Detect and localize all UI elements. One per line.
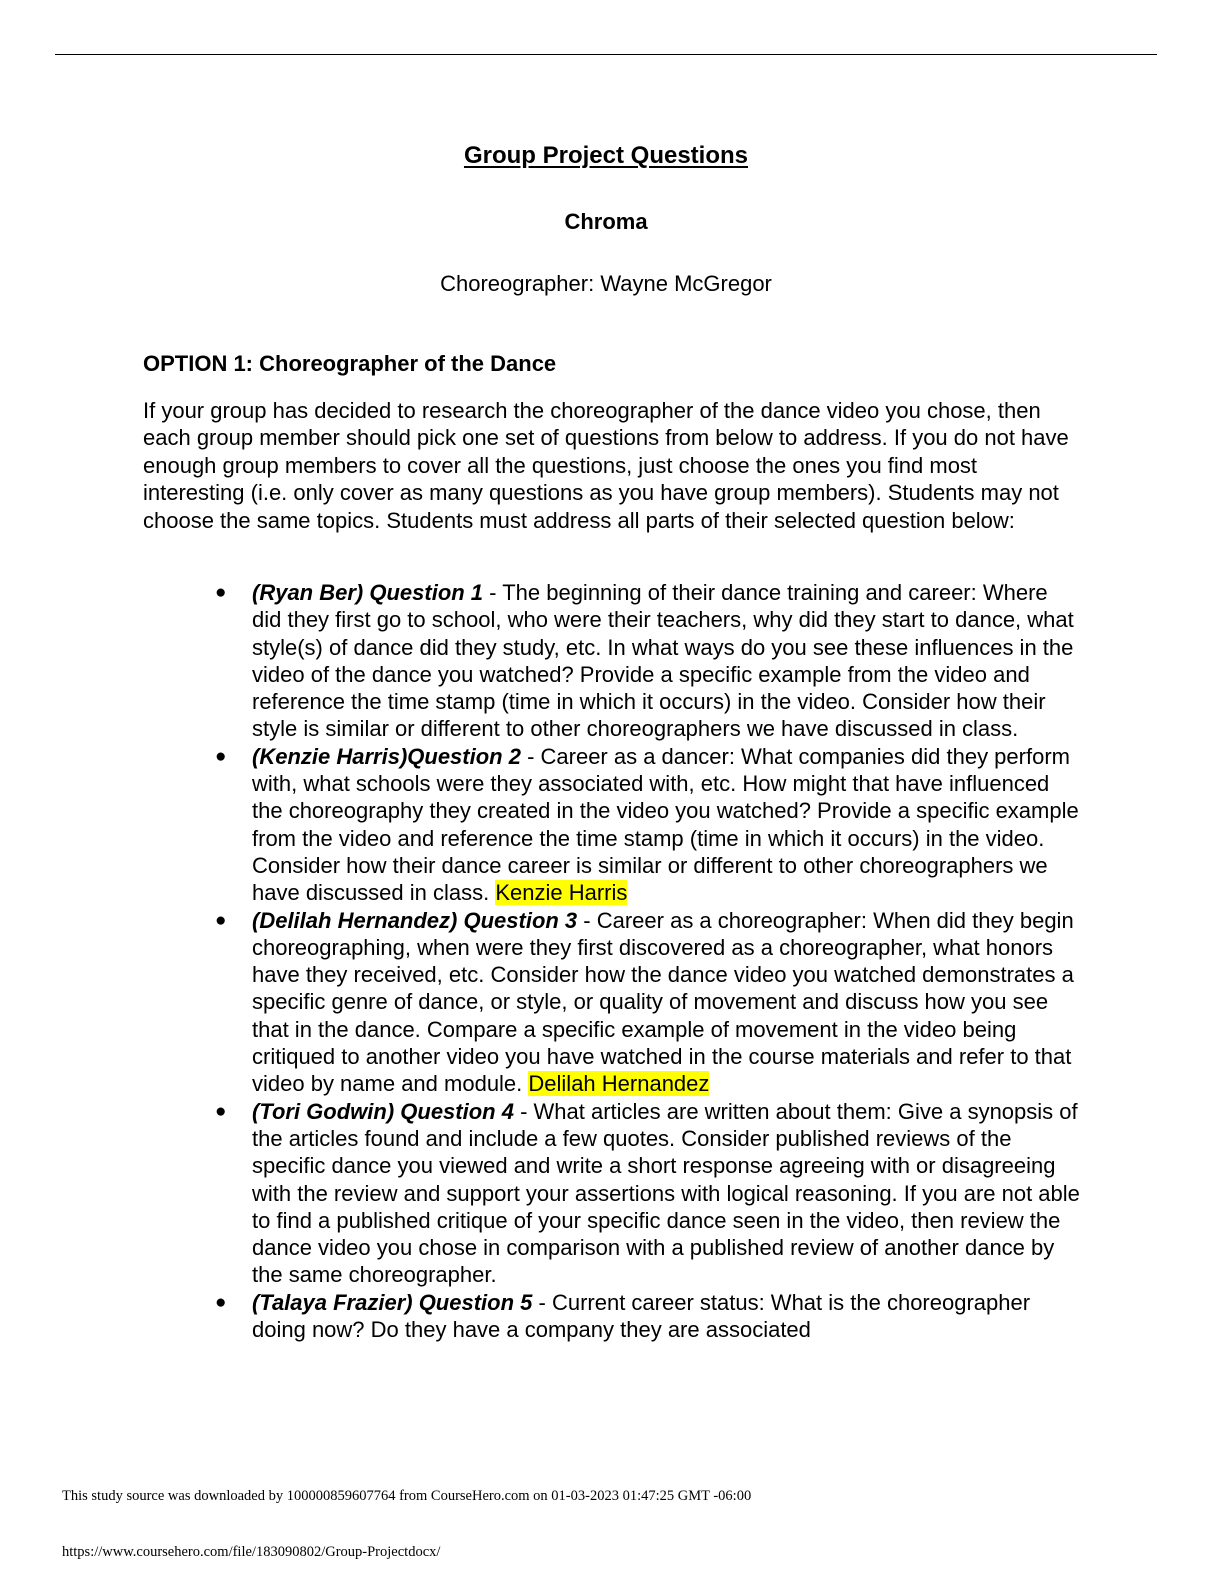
question-label: (Delilah Hernandez) Question 3 — [252, 907, 578, 933]
question-text: - What articles are written about them: Give a synopsis of the articles found and include a few quotes. Consider published reviews of the specific dance you viewed and write a short response agreeing with or disagreeing with the review and support your assertions with logical reasoning. If you are not able to find a published critique of your specific dance seen in the video, then review the dance video you chose in comparison with a published review of another dance by the same choreographer. — [252, 1098, 1080, 1288]
document-title: Group Project Questions — [463, 142, 749, 169]
question-item-5 — [210, 1289, 1080, 1344]
download-source-note: This study source was downloaded by 100000859607764 from CourseHero.com on 01-03-2023 01:47:25 GMT -06:00 — [62, 1488, 752, 1504]
bullet-icon: ● — [215, 582, 227, 603]
question-label: (Talaya Frazier) Question 5 — [252, 1289, 533, 1315]
question-text: - Career as a choreographer: When did they begin choreographing, when were they first discovered as a choreographer, what honors have they received, etc. Consider how the dance video you watched demonstrates a specific genre of dance, or style, or quality of movement and discuss how you see that in the dance. Compare a specific example of movement in the video being critiqued to another video you have watched in the course materials and refer to that video by name and module. — [252, 907, 1074, 1097]
question-text: - Current career status: What is the choreographer doing now? Do they have a company they are associated — [252, 1289, 1031, 1343]
question-label: (Kenzie Harris)Question 2 — [252, 743, 521, 769]
question-item-1 — [210, 579, 1080, 743]
header-rule — [55, 54, 1157, 55]
bullet-icon: ● — [215, 909, 227, 931]
bullet-icon: ● — [215, 1100, 227, 1122]
question-item-3 — [210, 907, 1080, 1098]
question-label: (Ryan Ber) Question 1 — [252, 580, 484, 605]
highlighted-name: Kenzie Harris — [495, 880, 628, 906]
question-list — [210, 579, 1080, 1343]
intro-paragraph: If your group has decided to research the choreographer of the dance video you chose, then each group member should pick one set of questions from below to address. If you do not have enough group members to cover all the questions, just choose the ones you find most interesting (i.e. only cover as many questions as you have group members). Students may not choose the same topics. Students must address all parts of their selected question below: — [143, 398, 1069, 533]
question-item-4 — [210, 1098, 1080, 1289]
document-subtitle: Chroma — [564, 209, 648, 234]
question-text: - The beginning of their dance training and career: Where did they first go to school, who were their teachers, why did they start to dance, what style(s) of dance did they study, etc. In what ways do you see these influences in the video of the dance you watched? Provide a specific example from the video and reference the time stamp (time in which it occurs) in the video. Consider how their style is similar or different to other choreographers we have discussed in class. — [252, 580, 1074, 742]
bullet-icon: ● — [215, 1291, 227, 1313]
highlighted-name: Delilah Hernandez — [528, 1071, 710, 1097]
question-text: - Career as a dancer: What companies did they perform with, what schools were they associated with, etc. How might that have influenced the choreography they created in the video you watched? Provide a specific example from the video and reference the time stamp (time in which it occurs) in the video. Consider how their dance career is similar or different to other choreographers we have discussed in class. — [252, 743, 1079, 906]
question-label: (Tori Godwin) Question 4 — [252, 1098, 514, 1124]
option-heading: OPTION 1: Choreographer of the Dance — [143, 351, 557, 376]
question-item-2 — [210, 743, 1080, 907]
bullet-icon: ● — [215, 745, 227, 767]
choreographer-line: Choreographer: Wayne McGregor — [440, 271, 772, 296]
source-url[interactable]: https://www.coursehero.com/file/183090802/Group-Projectdocx/ — [62, 1544, 441, 1560]
